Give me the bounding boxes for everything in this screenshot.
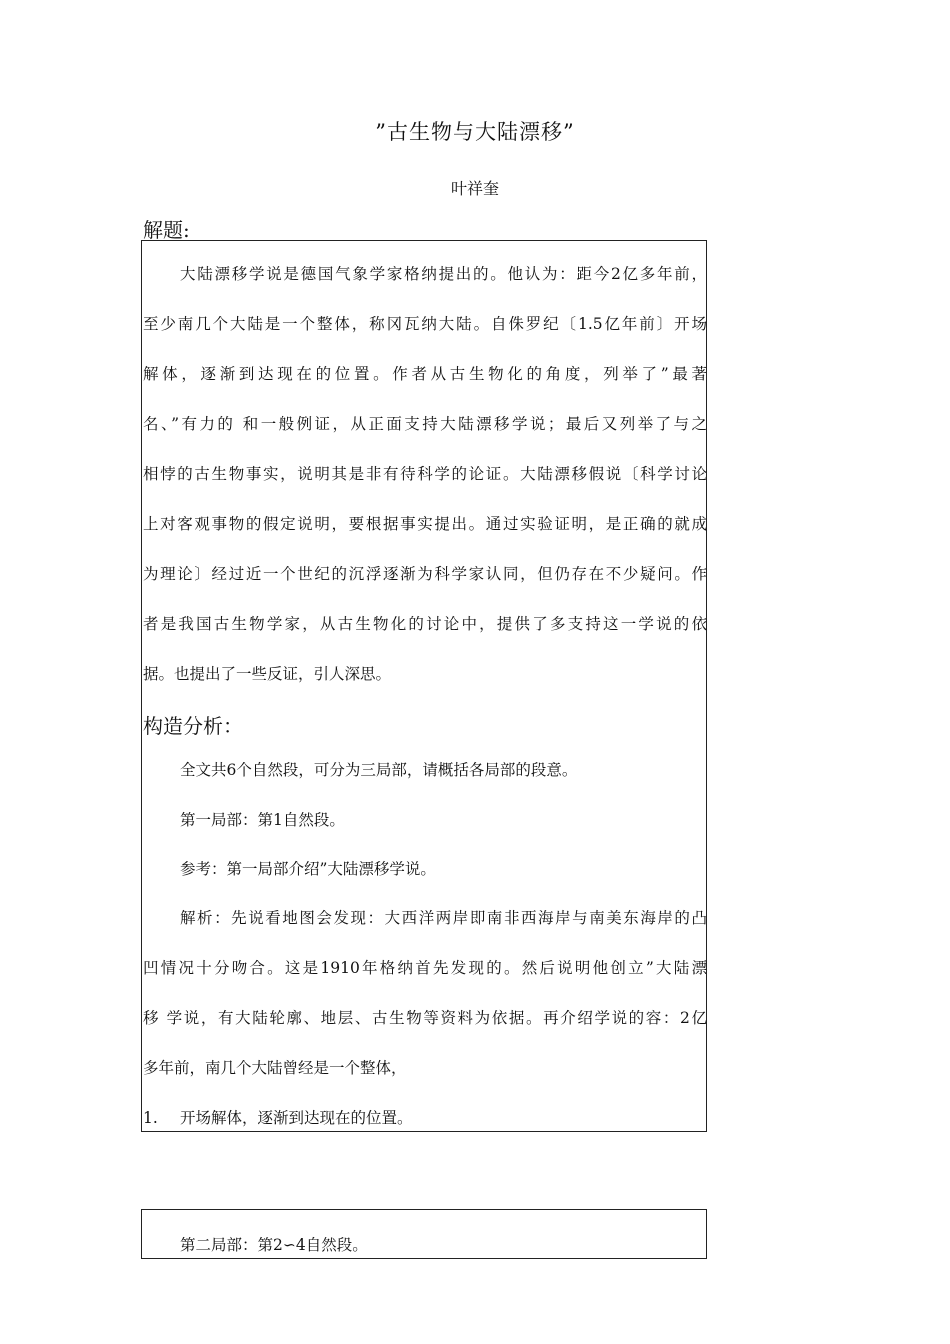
text-line: 名、”有力的 和一般例证，从正面支持大陆漂移学说；最后又列举了与之: [143, 415, 707, 433]
text-line: 者是我国古生物学家，从古生物化的讨论中，提供了多支持这一学说的依: [143, 615, 707, 633]
reference-line: 参考：第一局部介绍”大陆漂移学说。: [180, 860, 436, 878]
text-line: 据。也提出了一些反证，引人深思。: [143, 665, 392, 683]
intro-line: 全文共6个自然段，可分为三局部，请概括各局部的段意。: [180, 761, 578, 779]
paragraph-jieti: [143, 263, 707, 713]
list-text: 开场解体，逐渐到达现在的位置。: [180, 1109, 413, 1127]
list-item: [143, 1107, 413, 1129]
text-line: 解析：先说看地图会发现：大西洋两岸即南非西海岸与南美东海岸的凸: [180, 909, 707, 927]
section-heading-jieti: 解题:: [143, 218, 190, 242]
text-line: 至少南几个大陆是一个整体，称冈瓦纳大陆。自侏罗纪〔1.5亿年前〕开场: [143, 315, 707, 333]
text-line: 凹情况十分吻合。这是1910年格纳首先发现的。然后说明他创立”大陆漂: [143, 959, 707, 977]
list-number: 1.: [143, 1109, 158, 1127]
text-line: 移 学说，有大陆轮廓、地层、古生物等资料为依据。再介绍学说的容：2亿: [143, 1009, 707, 1027]
text-line: 多年前，南几个大陆曾经是一个整体，: [143, 1059, 407, 1077]
text-line: 为理论〕经过近一个世纪的沉浮逐渐为科学家认同，但仍存在不少疑问。作: [143, 565, 707, 583]
text-line: 大陆漂移学说是德国气象学家格纳提出的。他认为：距今2亿多年前，: [180, 265, 707, 283]
part-two-line: 第二局部：第2∽4自然段。: [180, 1236, 368, 1254]
text-line: 相悖的古生物事实，说明其是非有待科学的论证。大陆漂移假说〔科学讨论: [143, 465, 707, 483]
part-one-line: 第一局部：第1自然段。: [180, 811, 345, 829]
text-line: 上对客观事物的假定说明，要根据事实提出。通过实验证明，是正确的就成: [143, 515, 707, 533]
section-heading-gouzao: 构造分析：: [143, 714, 243, 738]
paragraph-analysis: [143, 907, 707, 1107]
author-name: 叶祥奎: [450, 179, 499, 198]
text-line: 解体，逐渐到达现在的位置。作者从古生物化的角度，列举了”最著: [143, 365, 707, 383]
document-title: ”古生物与大陆漂移”: [375, 120, 575, 144]
